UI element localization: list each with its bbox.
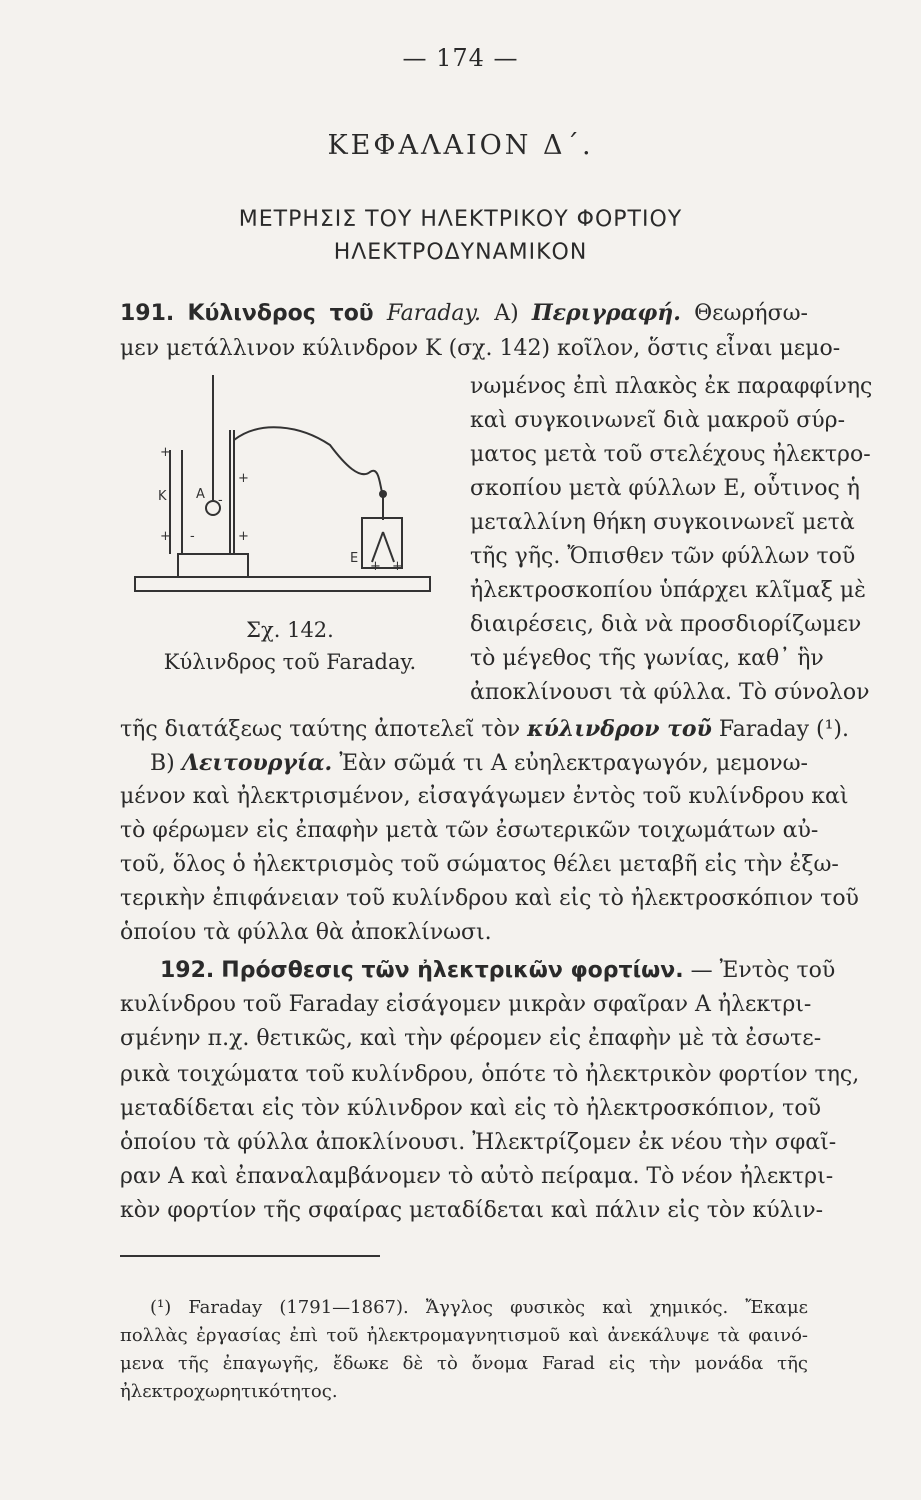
footnote-line: μενα τῆς ἐπαγωγῆς, ἔδωκε δὲ τὸ ὄνομα Farad εἰς τὴν μονάδα τῆς bbox=[120, 1353, 808, 1374]
text-line bbox=[150, 748, 808, 779]
footnote-line: πολλὰς ἐργασίας ἐπὶ τοῦ ἠλεκτρομαγνητισμοῦ καὶ ἀνεκάλυψε τὰ φαινό- bbox=[120, 1325, 808, 1346]
text-line: καὶ συγκοινωνεῖ διὰ μακροῦ σύρ- bbox=[470, 408, 846, 433]
charge-sign: + bbox=[160, 529, 171, 544]
footnote-line: ἠλεκτροχωρητικότητος. bbox=[120, 1381, 338, 1402]
text-line: διαιρέσεις, διὰ νὰ προσδιορίζωμεν bbox=[470, 612, 862, 637]
chapter-title: ΚΕΦΑΛΑΙΟΝ Δ΄. bbox=[327, 130, 594, 161]
text-line: ὁποίου τὰ φύλλα θὰ ἀποκλίνωσι. bbox=[120, 920, 492, 945]
section-number: 192. bbox=[160, 958, 215, 983]
paraffin-plate bbox=[135, 577, 430, 591]
subsection-label: Α) bbox=[494, 301, 519, 326]
figure-caption-title: Κύλινδρος τοῦ Faraday. bbox=[163, 650, 417, 674]
text-line: τερικὴν ἐπιφάνειαν τοῦ κυλίνδρου καὶ εἰς τὸ ἠλεκτροσκόπιον τοῦ bbox=[120, 886, 859, 911]
section-number: 191. bbox=[120, 301, 175, 326]
footnote-line: (¹) Faraday (1791—1867). Ἄγγλος φυσικὸς καὶ χημικός. Ἔκαμε bbox=[150, 1297, 808, 1318]
charge-sign: - bbox=[218, 493, 223, 508]
label-E: Ε bbox=[350, 551, 359, 566]
text-line: ματος μετὰ τοῦ στελέχους ἠλεκτρο- bbox=[470, 442, 871, 467]
subsection-label: Β) bbox=[150, 751, 175, 776]
faraday-cylinder-figure bbox=[130, 370, 440, 605]
text-line: σκοπίου μετὰ φύλλων Ε, οὗτινος ἡ bbox=[470, 476, 860, 501]
text-line: μεταδίδεται εἰς τὸν κύλινδρον καὶ εἰς τὸ ἠλεκτροσκόπιον, τοῦ bbox=[120, 1096, 821, 1121]
text-line: μεν μετάλλινον κύλινδρον Κ (σχ. 142) κοῖλον, ὅστις εἶναι μεμο- bbox=[120, 336, 841, 361]
charge-sign: + bbox=[238, 529, 249, 544]
cylinder-base bbox=[178, 554, 248, 577]
text-line: ἠλεκτροσκοπίου ὑπάρχει κλῖμαξ μὲ bbox=[470, 578, 866, 603]
text-run: Faraday (¹). bbox=[718, 717, 849, 742]
charge-sign: - bbox=[190, 529, 195, 544]
text-run: τῆς διατάξεως ταύτης ἀποτελεῖ τὸν bbox=[120, 717, 521, 742]
section-heading-1: ΜΕΤΡΗΣΙΣ ΤΟΥ ΗΛΕΚΤΡΙΚΟΥ ΦΟΡΤΙΟΥ bbox=[238, 207, 683, 232]
term-highlight: κύλινδρον τοῦ bbox=[527, 716, 712, 742]
text-line: κυλίνδρου τοῦ Faraday εἰσάγομεν μικρὰν σφαῖραν Α ἠλεκτρι- bbox=[120, 992, 812, 1017]
text-line: τὸ φέρωμεν εἰς ἐπαφὴν μετὰ τῶν ἐσωτερικῶν τοιχωμάτων αὐ- bbox=[120, 818, 819, 843]
footnote-rule bbox=[120, 1255, 380, 1257]
text-line bbox=[120, 714, 849, 745]
section-heading-2: ΗΛΕΚΤΡΟΔΥΝΑΜΙΚΟΝ bbox=[333, 240, 588, 265]
text-run: Ἐὰν σῶμά τι Α εὐηλεκτραγωγόν, μεμονω- bbox=[339, 751, 808, 776]
text-line: μεταλλίνη θήκη συγκοινωνεῖ μετὰ bbox=[470, 510, 855, 535]
paragraph-191-line-1 bbox=[120, 298, 808, 329]
section-title: Πρόσθεσις τῶν ἠλεκτρικῶν φορτίων. bbox=[221, 958, 684, 983]
electroscope-leaf-right bbox=[383, 532, 394, 562]
section-title: Κύλινδρος τοῦ bbox=[187, 301, 374, 326]
text-line: ρικὰ τοιχώματα τοῦ κυλίνδρου, ὁπότε τὸ ἠλεκτρικὸν φορτίον της, bbox=[120, 1062, 860, 1087]
label-A: Α bbox=[196, 487, 205, 502]
charge-sign: + bbox=[238, 471, 249, 486]
text-line: τὸ μέγεθος τῆς γωνίας, καθ᾽ ἣν bbox=[470, 646, 824, 671]
text-line: κὸν φορτίον τῆς σφαίρας μεταδίδεται καὶ πάλιν εἰς τὸν κύλιν- bbox=[120, 1198, 824, 1223]
text-line: ἀποκλίνουσι τὰ φύλλα. Τὸ σύνολον bbox=[470, 680, 870, 705]
text-line: νωμένος ἐπὶ πλακὸς ἐκ παραφφίνης bbox=[470, 374, 873, 399]
text-line: ραν Α καὶ ἐπαναλαμβάνομεν τὸ αὐτὸ πείραμα. Τὸ νέον ἠλεκτρι- bbox=[120, 1164, 834, 1189]
text-line: τῆς γῆς. Ὄπισθεν τῶν φύλλων τοῦ bbox=[470, 544, 856, 569]
charge-sign: + bbox=[392, 559, 403, 574]
text-line: μένον καὶ ἠλεκτρισμένον, εἰσαγάγωμεν ἐντὸς τοῦ κυλίνδρου καὶ bbox=[120, 784, 849, 809]
paragraph-192-line-1 bbox=[160, 956, 836, 986]
electroscope-leaf-left bbox=[372, 532, 383, 562]
text-run: — Ἐντὸς τοῦ bbox=[690, 958, 836, 983]
text-line: ὁποίου τὰ φύλλα ἀποκλίνουσι. Ἠλεκτρίζομεν ἐκ νέου τὴν σφαῖ- bbox=[120, 1130, 837, 1155]
electroscope-knob bbox=[379, 490, 387, 498]
charge-sign: + bbox=[370, 559, 381, 574]
label-K: Κ bbox=[158, 489, 167, 504]
connecting-wire bbox=[234, 427, 383, 495]
section-title-name: Faraday. bbox=[386, 301, 482, 326]
charge-sign: + bbox=[160, 445, 171, 460]
text-run: Θεωρήσω- bbox=[694, 301, 808, 326]
figure-caption-number: Σχ. 142. bbox=[246, 618, 334, 642]
subsection-title: Περιγραφή. bbox=[531, 300, 681, 326]
page-number: — 174 — bbox=[402, 44, 519, 72]
text-line: σμένην π.χ. θετικῶς, καὶ τὴν φέρομεν εἰς ἐπαφὴν μὲ τὰ ἐσωτε- bbox=[120, 1026, 822, 1051]
text-line: τοῦ, ὅλος ὁ ἠλεκτρισμὸς τοῦ σώματος θέλει μεταβῆ εἰς τὴν ἐξω- bbox=[120, 852, 839, 877]
subsection-title: Λειτουργία. bbox=[181, 750, 333, 776]
